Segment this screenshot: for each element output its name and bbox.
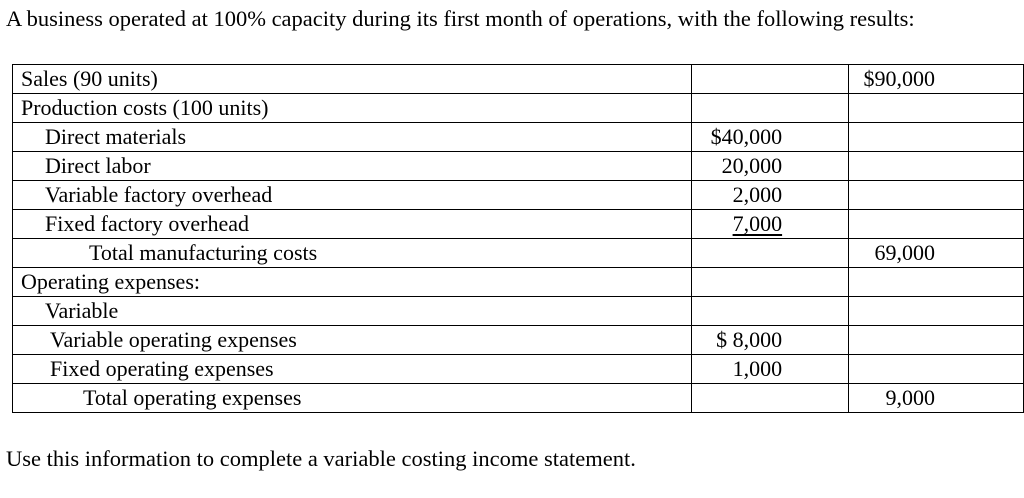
total-amount-cell: [849, 210, 1024, 239]
row-label: Variable operating expenses: [13, 326, 692, 355]
total-amount: 9,000: [885, 385, 935, 410]
detail-amount-cell: [691, 210, 849, 239]
total-amount-cell: [849, 297, 1024, 326]
row-label: Operating expenses:: [13, 268, 692, 297]
row-label: Fixed factory overhead: [13, 210, 692, 239]
total-amount-cell: [849, 355, 1024, 384]
results-table-body: [13, 65, 1024, 413]
total-amount-cell: [849, 181, 1024, 210]
table-row: [13, 268, 1024, 297]
results-table: [12, 64, 1024, 413]
total-amount-cell: [849, 94, 1024, 123]
detail-amount-cell: [691, 326, 849, 355]
detail-amount-cell: [691, 123, 849, 152]
table-row: [13, 123, 1024, 152]
row-label: Variable factory overhead: [13, 181, 692, 210]
detail-amount-cell: [691, 239, 849, 268]
detail-amount: $ 8,000: [716, 327, 783, 352]
total-amount-cell: [849, 65, 1024, 94]
row-label: Sales (90 units): [13, 65, 692, 94]
row-label: Total manufacturing costs: [13, 239, 692, 268]
total-amount-cell: [849, 268, 1024, 297]
total-amount-cell: [849, 384, 1024, 413]
table-row: [13, 384, 1024, 413]
detail-amount-cell: [691, 355, 849, 384]
closing-text: Use this information to complete a variable costing income statement.: [6, 446, 636, 471]
detail-amount-cell: [691, 65, 849, 94]
row-label: Fixed operating expenses: [13, 355, 692, 384]
detail-amount-cell: [691, 297, 849, 326]
total-amount-cell: [849, 152, 1024, 181]
row-label: Variable: [13, 297, 692, 326]
detail-amount: 7,000: [732, 211, 783, 236]
detail-amount-cell: [691, 268, 849, 297]
total-amount-cell: [849, 239, 1024, 268]
total-amount: $90,000: [863, 66, 935, 91]
table-row: [13, 326, 1024, 355]
table-row: [13, 65, 1024, 94]
row-label: Direct materials: [13, 123, 692, 152]
detail-amount-cell: [691, 152, 849, 181]
table-row: [13, 152, 1024, 181]
detail-amount: 2,000: [732, 182, 783, 207]
detail-amount-cell: [691, 384, 849, 413]
row-label: Total operating expenses: [13, 384, 692, 413]
row-label: Direct labor: [13, 152, 692, 181]
table-row: [13, 297, 1024, 326]
total-amount-cell: [849, 326, 1024, 355]
table-row: [13, 355, 1024, 384]
table-row: [13, 94, 1024, 123]
intro-text: A business operated at 100% capacity during its first month of operations, with the following results:: [6, 6, 915, 31]
detail-amount: 1,000: [732, 356, 783, 381]
table-row: [13, 239, 1024, 268]
table-row: [13, 181, 1024, 210]
detail-amount: 20,000: [721, 153, 783, 178]
total-amount-cell: [849, 123, 1024, 152]
detail-amount-cell: [691, 181, 849, 210]
table-row: [13, 210, 1024, 239]
detail-amount-cell: [691, 94, 849, 123]
total-amount: 69,000: [874, 240, 935, 265]
row-label: Production costs (100 units): [13, 94, 692, 123]
detail-amount: $40,000: [710, 124, 783, 149]
